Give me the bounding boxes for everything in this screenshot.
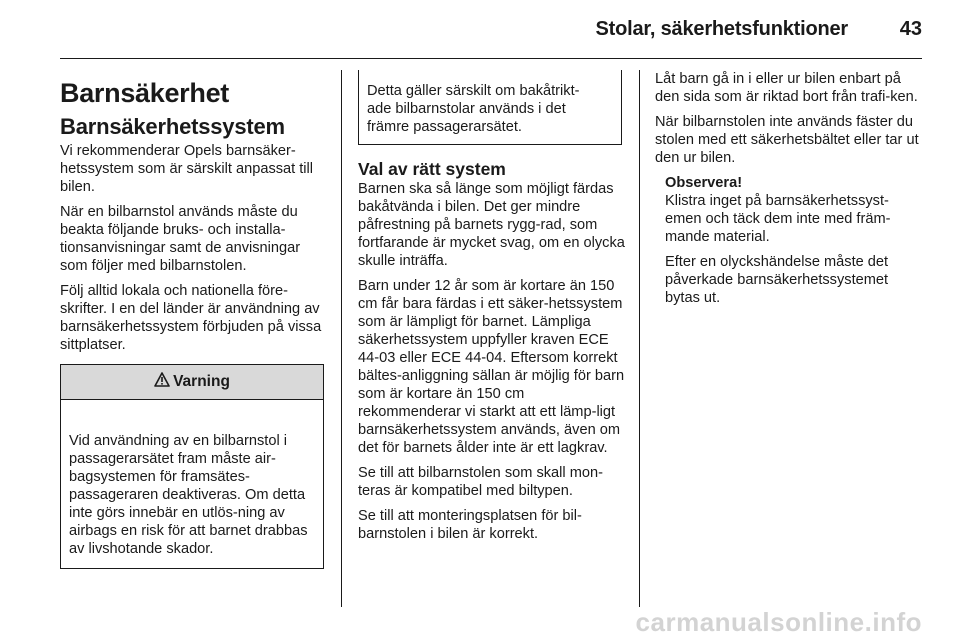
header-divider (60, 58, 922, 59)
warning-text: Vid användning av en bilbarnstol i passagerarsätet fram måste air-bagsystemen för framsätes-passageraren deaktiveras. Om detta inte görs innebär en utlös-ning av airbags en risk för att barnet drabbas av livshotande skador. (69, 433, 308, 557)
paragraph: Se till att bilbarnstolen som skall mon-teras är kompatibel med biltypen. (358, 465, 603, 499)
paragraph: Efter en olyckshändelse måste det påverkade barnsäkerhetssystemet bytas ut. (665, 254, 889, 306)
column-1 (60, 70, 328, 569)
paragraph: När en bilbarnstol används måste du beakta följande bruks- och installa-tionsanvisningar samt de anvisningar som följer med bilbarnstolen. (60, 204, 301, 274)
section-title: Stolar, säkerhetsfunktioner (595, 18, 848, 40)
column-3 (655, 70, 923, 314)
warning-triangle-icon (154, 372, 170, 392)
note-box (655, 174, 923, 307)
paragraph: När bilbarnstolen inte används fäster du stolen med ett säkerhetsbältet eller tar ut den ur bilen. (655, 114, 919, 166)
column-divider-2 (639, 70, 640, 607)
paragraph: Barnen ska så länge som möjligt färdas bakåtvända i bilen. Det ger mindre påfrestning på barnets rygg-rad, som fortfarande är mycket svag, om en olycka skulle inträffa. (358, 181, 625, 269)
warning-continued-text: Detta gäller särskilt om bakåtrikt-ade bilbarnstolar används i det främre passagerarsätet. (367, 83, 580, 135)
heading-val-av-ratt-system: Val av rätt system (358, 159, 506, 179)
column-divider-1 (341, 70, 342, 607)
warning-box (60, 364, 324, 569)
warning-title: Varning (173, 373, 230, 390)
warning-header (61, 364, 323, 400)
paragraph: Klistra inget på barnsäkerhetssyst-emen och täck dem inte med främ-mande material. (665, 193, 891, 245)
heading-barnsakerhet: Barnsäkerhet (60, 78, 229, 108)
paragraph: Låt barn gå in i eller ur bilen enbart på den sida som är riktad bort från trafi-ken. (655, 71, 918, 105)
paragraph: Se till att monteringsplatsen för bil-barnstolen i bilen är korrekt. (358, 508, 582, 542)
warning-box-continued (358, 70, 622, 145)
heading-barnsakerhetssystem: Barnsäkerhetssystem (60, 114, 285, 139)
paragraph: Barn under 12 år som är kortare än 150 cm får bara färdas i ett säker-hetssystem som är lämpligt för barnet. Lämpliga säkerhetssystem uppfyller kraven ECE 44-03 eller ECE 44-04. Eftersom korrekt bältes-anliggning sällan är möjlig för barn som är kortare än 150 cm rekommenderar vi starkt att ett lämp-ligt barnsäkerhetssystem används, även om det för barnets ålder inte är ett lagkrav. (358, 278, 625, 456)
page-number: 43 (899, 18, 922, 40)
note-title: Observera! (665, 175, 743, 191)
paragraph: Vi rekommenderar Opels barnsäker-hetssystem som är särskilt anpassat till bilen. (60, 143, 314, 195)
column-2 (358, 70, 626, 550)
watermark: carmanualsonline.info (635, 607, 922, 637)
paragraph: Följ alltid lokala och nationella före-skrifter. I en del länder är användning av barnsäkerhetssystem förbjuden på vissa sittplatser. (60, 283, 322, 353)
